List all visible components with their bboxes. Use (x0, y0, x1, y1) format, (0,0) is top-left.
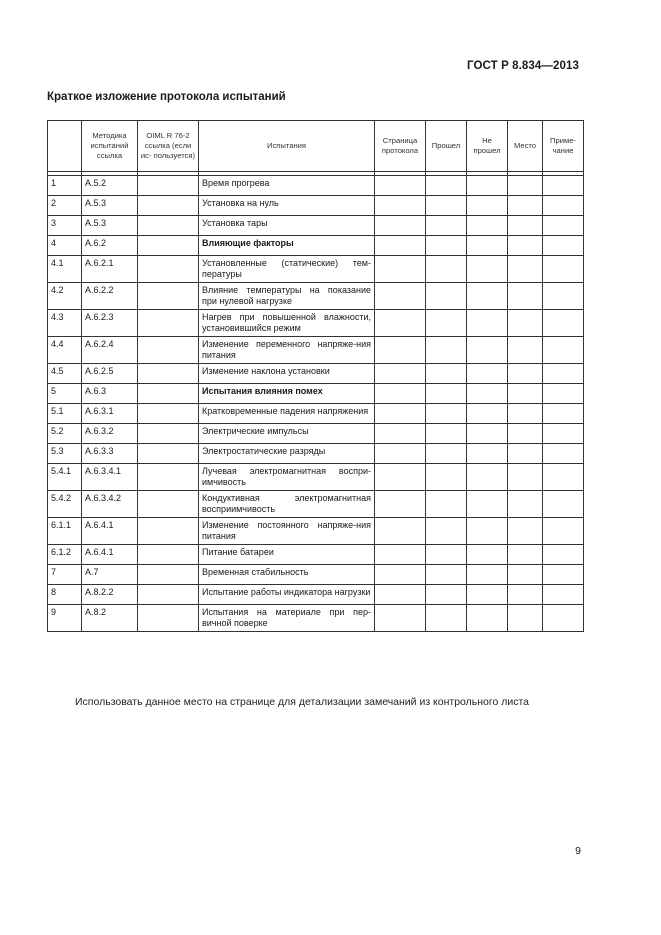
cell-report-page (375, 404, 426, 424)
cell-remark (543, 444, 584, 464)
cell-method: A.6.4.1 (82, 518, 138, 545)
cell-failed (467, 310, 508, 337)
cell-report-page (375, 565, 426, 585)
cell-report-page (375, 444, 426, 464)
cell-test: Влияющие факторы (199, 236, 375, 256)
cell-remark (543, 176, 584, 196)
cell-passed (426, 196, 467, 216)
col-header-remark: Приме- чание (543, 121, 584, 172)
cell-number: 5.4.1 (48, 464, 82, 491)
section-title: Краткое изложение протокола испытаний (47, 91, 286, 103)
cell-passed (426, 585, 467, 605)
cell-oiml (138, 464, 199, 491)
col-header-report-page: Страница протокола (375, 121, 426, 172)
cell-method: A.8.2.2 (82, 585, 138, 605)
cell-failed (467, 491, 508, 518)
table-row (48, 491, 584, 518)
col-header-oiml: OIML R 76-2 ссылка (если ис- пользуется) (138, 121, 199, 172)
cell-method: A.5.3 (82, 196, 138, 216)
cell-report-page (375, 464, 426, 491)
cell-number: 8 (48, 585, 82, 605)
col-header-passed: Прошел (426, 121, 467, 172)
cell-place (508, 491, 543, 518)
cell-remark (543, 337, 584, 364)
cell-remark (543, 518, 584, 545)
cell-remark (543, 283, 584, 310)
cell-oiml (138, 310, 199, 337)
cell-passed (426, 545, 467, 565)
cell-failed (467, 337, 508, 364)
cell-oiml (138, 565, 199, 585)
cell-failed (467, 384, 508, 404)
cell-oiml (138, 337, 199, 364)
cell-oiml (138, 283, 199, 310)
cell-failed (467, 585, 508, 605)
cell-oiml (138, 424, 199, 444)
cell-number: 6.1.2 (48, 545, 82, 565)
cell-passed (426, 605, 467, 632)
comments-note: Использовать данное место на странице для детализации замечаний из контрольного листа (75, 696, 530, 708)
cell-remark (543, 565, 584, 585)
cell-number: 3 (48, 216, 82, 236)
cell-number: 4.3 (48, 310, 82, 337)
table-row (48, 404, 584, 424)
cell-test: Влияние температуры на показание при нулевой нагрузке (199, 283, 375, 310)
cell-failed (467, 196, 508, 216)
cell-method: A.6.3.2 (82, 424, 138, 444)
cell-remark (543, 364, 584, 384)
table-row (48, 565, 584, 585)
cell-remark (543, 404, 584, 424)
cell-oiml (138, 585, 199, 605)
cell-method: A.6.3.4.1 (82, 464, 138, 491)
cell-passed (426, 337, 467, 364)
cell-oiml (138, 384, 199, 404)
cell-remark (543, 545, 584, 565)
cell-report-page (375, 196, 426, 216)
cell-remark (543, 605, 584, 632)
page-number: 9 (575, 845, 581, 857)
cell-number: 5.1 (48, 404, 82, 424)
cell-failed (467, 545, 508, 565)
cell-oiml (138, 545, 199, 565)
cell-failed (467, 236, 508, 256)
cell-failed (467, 444, 508, 464)
col-header-place: Место (508, 121, 543, 172)
cell-report-page (375, 585, 426, 605)
cell-test: Изменение переменного напряже-ния питания (199, 337, 375, 364)
cell-method: A.8.2 (82, 605, 138, 632)
cell-remark (543, 424, 584, 444)
cell-passed (426, 176, 467, 196)
cell-passed (426, 236, 467, 256)
cell-test: Кондуктивная электромагнитная восприимчивость (199, 491, 375, 518)
cell-passed (426, 404, 467, 424)
cell-number: 4.4 (48, 337, 82, 364)
col-header-method: Методика испытаний ссылка (82, 121, 138, 172)
cell-report-page (375, 310, 426, 337)
cell-passed (426, 565, 467, 585)
cell-remark (543, 384, 584, 404)
table-header-row (48, 121, 584, 172)
col-header-test: Испытания (199, 121, 375, 172)
cell-failed (467, 605, 508, 632)
cell-method: A.6.4.1 (82, 545, 138, 565)
cell-method: A.7 (82, 565, 138, 585)
cell-report-page (375, 176, 426, 196)
cell-test: Электрические импульсы (199, 424, 375, 444)
cell-report-page (375, 491, 426, 518)
cell-method: A.6.3.4.2 (82, 491, 138, 518)
cell-oiml (138, 196, 199, 216)
standard-code: ГОСТ Р 8.834—2013 (467, 60, 579, 72)
table-row (48, 216, 584, 236)
cell-failed (467, 364, 508, 384)
cell-number: 9 (48, 605, 82, 632)
cell-oiml (138, 444, 199, 464)
cell-method: A.6.3.3 (82, 444, 138, 464)
col-header-number (48, 121, 82, 172)
table-row (48, 256, 584, 283)
cell-oiml (138, 236, 199, 256)
cell-place (508, 545, 543, 565)
cell-failed (467, 256, 508, 283)
cell-place (508, 605, 543, 632)
cell-number: 5 (48, 384, 82, 404)
cell-failed (467, 424, 508, 444)
cell-method: A.6.2 (82, 236, 138, 256)
cell-failed (467, 404, 508, 424)
cell-test: Установленные (статические) тем-пературы (199, 256, 375, 283)
cell-place (508, 236, 543, 256)
table-row (48, 585, 584, 605)
table-row (48, 196, 584, 216)
cell-place (508, 384, 543, 404)
cell-passed (426, 464, 467, 491)
cell-method: A.6.2.5 (82, 364, 138, 384)
table-row (48, 337, 584, 364)
cell-report-page (375, 256, 426, 283)
protocol-summary-table (47, 120, 584, 632)
cell-place (508, 404, 543, 424)
cell-test: Изменение постоянного напряже-ния питания (199, 518, 375, 545)
cell-failed (467, 176, 508, 196)
cell-test: Лучевая электромагнитная воспри-имчивость (199, 464, 375, 491)
table-row (48, 545, 584, 565)
cell-report-page (375, 424, 426, 444)
cell-remark (543, 491, 584, 518)
cell-remark (543, 236, 584, 256)
cell-oiml (138, 176, 199, 196)
cell-report-page (375, 236, 426, 256)
cell-failed (467, 283, 508, 310)
cell-oiml (138, 605, 199, 632)
cell-test: Кратковременные падения напряжения (199, 404, 375, 424)
cell-test: Питание батареи (199, 545, 375, 565)
cell-report-page (375, 337, 426, 364)
cell-place (508, 337, 543, 364)
cell-passed (426, 364, 467, 384)
cell-place (508, 283, 543, 310)
cell-passed (426, 444, 467, 464)
cell-passed (426, 491, 467, 518)
cell-passed (426, 424, 467, 444)
cell-failed (467, 464, 508, 491)
table-row (48, 236, 584, 256)
table-body (48, 176, 584, 632)
cell-number: 5.4.2 (48, 491, 82, 518)
cell-place (508, 310, 543, 337)
cell-number: 4.5 (48, 364, 82, 384)
cell-oiml (138, 491, 199, 518)
cell-place (508, 464, 543, 491)
cell-failed (467, 216, 508, 236)
cell-method: A.6.2.3 (82, 310, 138, 337)
table-row (48, 364, 584, 384)
cell-report-page (375, 364, 426, 384)
cell-passed (426, 283, 467, 310)
cell-passed (426, 216, 467, 236)
cell-test: Установка на нуль (199, 196, 375, 216)
cell-number: 6.1.1 (48, 518, 82, 545)
cell-number: 4 (48, 236, 82, 256)
cell-failed (467, 518, 508, 545)
cell-place (508, 424, 543, 444)
cell-report-page (375, 605, 426, 632)
cell-method: A.6.2.2 (82, 283, 138, 310)
cell-remark (543, 196, 584, 216)
cell-method: A.6.3.1 (82, 404, 138, 424)
cell-place (508, 444, 543, 464)
cell-number: 4.1 (48, 256, 82, 283)
cell-oiml (138, 364, 199, 384)
cell-report-page (375, 283, 426, 310)
cell-remark (543, 585, 584, 605)
cell-place (508, 176, 543, 196)
cell-place (508, 565, 543, 585)
cell-report-page (375, 384, 426, 404)
cell-test: Испытания на материале при пер-вичной поверке (199, 605, 375, 632)
cell-report-page (375, 216, 426, 236)
cell-number: 4.2 (48, 283, 82, 310)
cell-test: Электростатические разряды (199, 444, 375, 464)
cell-number: 5.2 (48, 424, 82, 444)
cell-remark (543, 256, 584, 283)
cell-test: Установка тары (199, 216, 375, 236)
cell-passed (426, 384, 467, 404)
table-row (48, 518, 584, 545)
table-row (48, 444, 584, 464)
cell-test: Испытание работы индикатора нагрузки (199, 585, 375, 605)
cell-place (508, 585, 543, 605)
table-row (48, 605, 584, 632)
table-row (48, 283, 584, 310)
cell-method: A.6.2.1 (82, 256, 138, 283)
cell-test: Временная стабильность (199, 565, 375, 585)
cell-place (508, 196, 543, 216)
cell-passed (426, 310, 467, 337)
cell-oiml (138, 216, 199, 236)
cell-test: Изменение наклона установки (199, 364, 375, 384)
cell-place (508, 216, 543, 236)
cell-test: Время прогрева (199, 176, 375, 196)
cell-place (508, 256, 543, 283)
col-header-failed: Не прошел (467, 121, 508, 172)
cell-number: 5.3 (48, 444, 82, 464)
cell-method: A.6.3 (82, 384, 138, 404)
cell-report-page (375, 545, 426, 565)
cell-test: Нагрев при повышенной влажности, установившийся режим (199, 310, 375, 337)
cell-report-page (375, 518, 426, 545)
cell-remark (543, 464, 584, 491)
cell-number: 7 (48, 565, 82, 585)
cell-place (508, 364, 543, 384)
cell-passed (426, 256, 467, 283)
table-row (48, 424, 584, 444)
cell-oiml (138, 256, 199, 283)
cell-oiml (138, 518, 199, 545)
cell-place (508, 518, 543, 545)
table-row (48, 310, 584, 337)
cell-remark (543, 216, 584, 236)
cell-oiml (138, 404, 199, 424)
table-row (48, 384, 584, 404)
cell-method: A.5.3 (82, 216, 138, 236)
cell-passed (426, 518, 467, 545)
cell-method: A.6.2.4 (82, 337, 138, 364)
table-row (48, 464, 584, 491)
cell-failed (467, 565, 508, 585)
cell-method: A.5.2 (82, 176, 138, 196)
cell-number: 1 (48, 176, 82, 196)
table-row (48, 176, 584, 196)
cell-remark (543, 310, 584, 337)
cell-test: Испытания влияния помех (199, 384, 375, 404)
cell-number: 2 (48, 196, 82, 216)
